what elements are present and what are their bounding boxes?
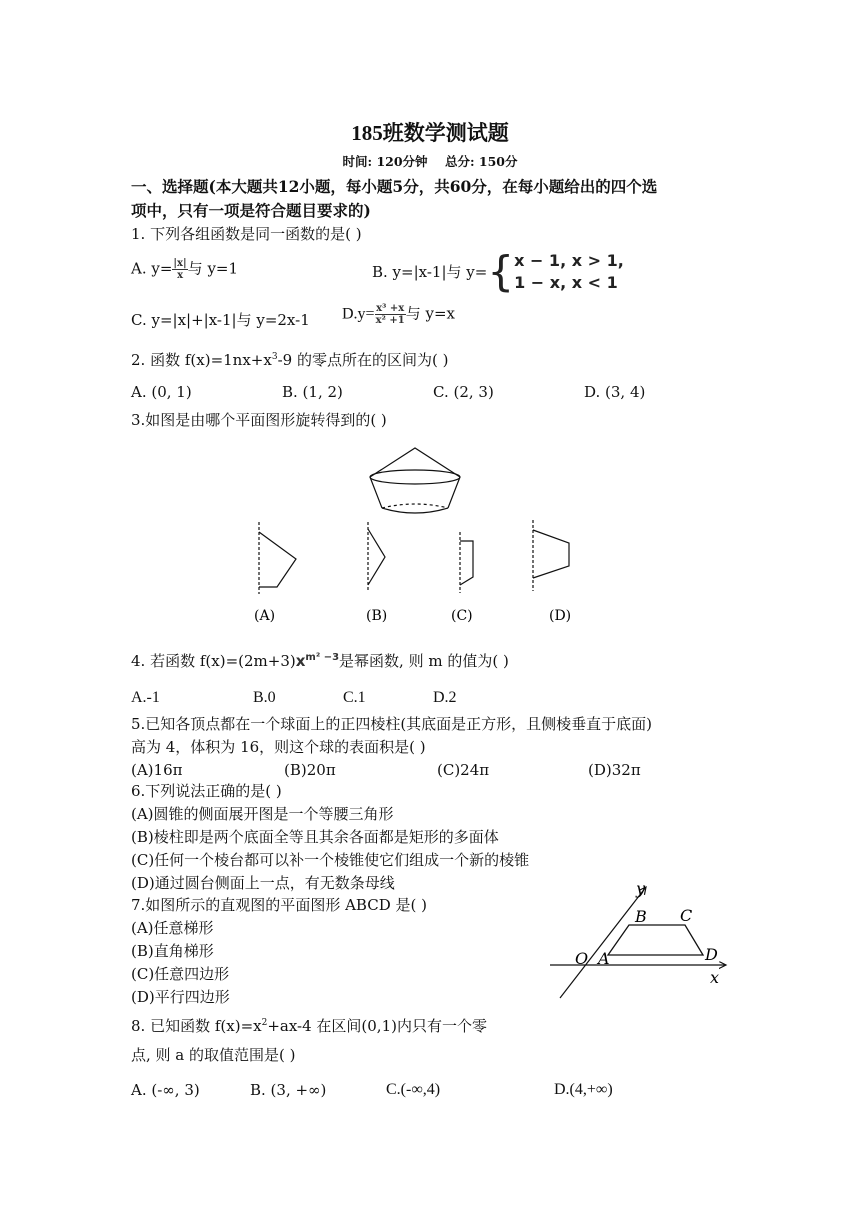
brace-icon: { — [487, 247, 515, 296]
q5-option-b: (B)20π — [284, 761, 336, 779]
q8-option-c: C.(-∞,4) — [386, 1081, 441, 1098]
label-d: D — [705, 945, 718, 964]
q2-stem — [131, 348, 448, 369]
q3-figure — [230, 440, 610, 630]
q1-a-denominator: x — [177, 270, 184, 281]
q1-b-prefix: B. y=|x-1|与 y= — [372, 263, 488, 281]
q3-label-a: (A) — [254, 608, 276, 624]
q6-option-d: (D)通过圆台侧面上一点，有无数条母线 — [131, 874, 395, 892]
q1-b-case2: 1 − x, x < 1 — [514, 273, 618, 292]
q6-option-a: (A)圆锥的侧面展开图是一个等腰三角形 — [131, 805, 394, 823]
q1-b-case1: x − 1, x > 1, — [514, 251, 624, 270]
q8-line1-sup: 2 — [261, 1018, 268, 1028]
q2-option-d: D. (3, 4) — [584, 383, 646, 401]
q1-d-suffix: 与 y=x — [405, 304, 456, 323]
q1-a-fraction — [172, 258, 187, 281]
q6-option-c: (C)任何一个棱台都可以补一个棱锥使它们组成一个新的棱锥 — [131, 851, 530, 869]
q1-option-d — [342, 303, 455, 326]
q5-option-a: (A)16π — [131, 761, 183, 779]
q3-label-c: (C) — [451, 608, 473, 624]
q3-shape-d — [533, 520, 569, 591]
label-a: A — [598, 949, 610, 968]
q3-stem: 3.如图是由哪个平面图形旋转得到的( ) — [131, 411, 387, 429]
y-axis — [560, 887, 646, 998]
q8-option-b: B. (3, +∞) — [250, 1081, 327, 1099]
q2-stem-sup: 3 — [271, 352, 278, 362]
q4-power — [296, 652, 339, 670]
q6-option-b: (B)棱柱即是两个底面全等且其余各面都是矩形的多面体 — [131, 828, 499, 846]
section-heading-line2: 项中，只有一项是符合题目要求的) — [131, 201, 371, 220]
q7-stem: 7.如图所示的直观图的平面图形 ABCD 是( ) — [131, 896, 427, 914]
q1-a-numerator: |x| — [173, 258, 187, 269]
label-o: O — [575, 949, 589, 968]
q4-option-c: C.1 — [343, 689, 366, 706]
page-title: 185班数学测试题 — [351, 121, 509, 145]
q8-line1-prefix: 8. 已知函数 f(x)=x — [131, 1017, 262, 1035]
q5-option-c: (C)24π — [437, 761, 490, 779]
q1-option-a — [131, 258, 238, 281]
q3-shape-a — [259, 522, 296, 594]
solid-figure — [370, 448, 460, 513]
trapezoid-abcd — [608, 925, 703, 955]
q2-option-b: B. (1, 2) — [282, 383, 343, 401]
q4-stem-prefix: 4. 若函数 f(x)=(2m+3) — [131, 652, 296, 670]
q1-d-fraction — [375, 303, 406, 326]
q2-option-c: C. (2, 3) — [433, 383, 494, 401]
exam-meta: 时间: 120分钟 总分: 150分 — [342, 154, 518, 169]
q4-option-a: A.-1 — [131, 689, 160, 706]
q4-power-exp: m² −3 — [305, 652, 340, 663]
label-x: x — [710, 968, 720, 987]
q3-label-d: (D) — [549, 608, 572, 624]
q7-option-d: (D)平行四边形 — [131, 988, 230, 1006]
q8-line1-suffix: +ax-4 在区间(0,1)内只有一个零 — [267, 1017, 487, 1035]
q1-d-numerator: x³ +x — [376, 303, 405, 314]
q4-stem-suffix: 是幂函数, 则 m 的值为( ) — [339, 652, 509, 670]
q7-figure — [540, 878, 740, 1002]
q7-option-b: (B)直角梯形 — [131, 942, 214, 960]
q7-option-c: (C)任意四边形 — [131, 965, 230, 983]
q3-shape-c — [460, 532, 473, 593]
q8-line2: 点, 则 a 的取值范围是( ) — [131, 1046, 296, 1064]
q3-shape-b — [368, 522, 385, 590]
q8-line1 — [131, 1014, 487, 1035]
q1-stem: 1. 下列各组函数是同一函数的是( ) — [131, 225, 362, 243]
q2-stem-prefix: 2. 函数 f(x)=1nx+x — [131, 351, 272, 369]
q5-line1: 5.已知各顶点都在一个球面上的正四棱柱(其底面是正方形，且侧棱垂直于底面) — [131, 715, 653, 733]
q8-option-d: D.(4,+∞) — [554, 1081, 613, 1098]
q7-option-a: (A)任意梯形 — [131, 919, 214, 937]
q4-option-b: B.0 — [253, 689, 276, 706]
q8-option-a: A. (-∞, 3) — [131, 1081, 200, 1099]
label-y: y — [636, 879, 646, 898]
q5-option-d: (D)32π — [588, 761, 641, 779]
q2-option-a: A. (0, 1) — [131, 383, 192, 401]
q1-b-cases — [514, 250, 624, 294]
q3-label-b: (B) — [366, 608, 388, 624]
label-b: B — [635, 907, 647, 926]
q4-option-d: D.2 — [433, 689, 457, 706]
q1-d-prefix: D.y= — [342, 305, 375, 323]
q1-option-c: C. y=|x|+|x-1|与 y=2x-1 — [131, 311, 310, 329]
q1-a-suffix: 与 y=1 — [187, 259, 239, 278]
section-heading-line1: 一、选择题(本大题共12小题，每小题5分，共60分，在每小题给出的四个选 — [131, 177, 658, 196]
q4-power-base: x — [295, 652, 306, 670]
q6-stem: 6.下列说法正确的是( ) — [131, 782, 282, 800]
q1-d-denominator: x² +1 — [375, 315, 405, 326]
axes — [550, 887, 726, 998]
q5-line2: 高为 4，体积为 16，则这个球的表面积是( ) — [131, 738, 426, 756]
label-c: C — [680, 906, 693, 925]
q4-stem — [131, 649, 509, 670]
q1-a-prefix: A. y= — [131, 259, 173, 278]
q2-stem-suffix: -9 的零点所在的区间为( ) — [277, 351, 449, 369]
q1-option-b — [372, 247, 624, 296]
